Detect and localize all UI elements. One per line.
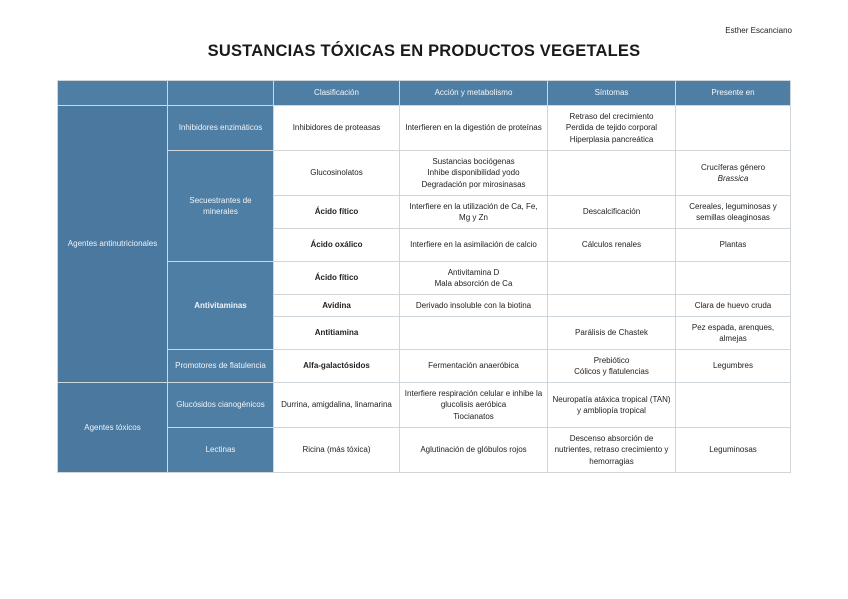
accion-line: Mala absorción de Ca (434, 279, 513, 288)
presente-line: Crucíferas género (700, 162, 766, 172)
accion-line: Derivado insoluble con la biotina (415, 300, 532, 310)
presente-line: Clara de huevo cruda (694, 300, 772, 310)
sintomas-line: Neuropatía atáxica tropical (TAN) y ambliopía tropical (552, 394, 671, 415)
author-name: Esther Escanciano (725, 26, 792, 35)
presente-cell (676, 106, 791, 151)
accion-line: Inhibe disponibilidad yodo (427, 168, 520, 178)
table-row (58, 262, 791, 295)
toxic-substances-table (57, 80, 791, 473)
sintomas-line: Perdida de tejido corporal (565, 123, 658, 133)
sintomas-cell (548, 383, 676, 428)
accion-cell (400, 295, 548, 317)
table-row (58, 106, 791, 151)
clasificacion-cell: Glucosinolatos (274, 151, 400, 196)
sintomas-cell (548, 317, 676, 350)
presente-line: Leguminosas (709, 445, 757, 455)
sintomas-cell (548, 106, 676, 151)
accion-line: Tiocianatos (453, 411, 494, 421)
presente-cell (676, 295, 791, 317)
accion-cell (400, 428, 548, 473)
table-row (58, 350, 791, 383)
accion-line: Fermentación anaeróbica (428, 361, 519, 371)
accion-cell (400, 383, 548, 428)
table-row (58, 428, 791, 473)
sintomas-line: Cálculos renales (581, 240, 642, 250)
header-cell-group (58, 81, 168, 106)
page-title: SUSTANCIAS TÓXICAS EN PRODUCTOS VEGETALES (207, 42, 641, 60)
header-cell-accion: Acción y metabolismo (400, 81, 548, 106)
presente-cell (676, 196, 791, 229)
subgroup-cell-glucosidos: Glucósidos cianogénicos (168, 383, 274, 428)
accion-cell (400, 106, 548, 151)
sintomas-cell (548, 428, 676, 473)
group-cell-toxicos: Agentes tóxicos (58, 383, 168, 473)
sintomas-line: Descenso absorción de nutrientes, retraso crecimiento y hemorragias (554, 433, 669, 466)
clasificacion-cell: Ácido fítico (274, 196, 400, 229)
clasificacion-cell: Alfa-galactósidos (274, 350, 400, 383)
subgroup-cell-antivitaminas: Antivitaminas (168, 262, 274, 350)
accion-cell (400, 317, 548, 350)
sintomas-line: Parálisis de Chastek (575, 328, 648, 338)
presente-italic: Brassica (717, 174, 749, 183)
sintomas-cell (548, 196, 676, 229)
presente-cell (676, 317, 791, 350)
group-cell-antinutricionales: Agentes antinutricionales (58, 106, 168, 383)
sintomas-line: Cólicos y flatulencias (574, 367, 649, 376)
accion-cell (400, 196, 548, 229)
subgroup-cell-promotores: Promotores de flatulencia (168, 350, 274, 383)
sintomas-cell (548, 350, 676, 383)
presente-line: Legumbres (712, 361, 754, 371)
accion-line: Sustancias bociógenas (432, 156, 515, 166)
sintomas-line: Prebiótico (593, 355, 630, 365)
header-cell-sintomas: Síntomas (548, 81, 676, 106)
accion-line: Aglutinación de glóbulos rojos (420, 445, 527, 455)
presente-cell (676, 383, 791, 428)
presente-line: Pez espada, arenques, almejas (691, 322, 775, 343)
presente-cell (676, 350, 791, 383)
sintomas-line: Hiperplasia pancreática (569, 134, 654, 144)
clasificacion-cell: Inhibidores de proteasas (274, 106, 400, 151)
presente-cell (676, 262, 791, 295)
subgroup-cell-inhibidores: Inhibidores enzimáticos (168, 106, 274, 151)
presente-line: Plantas (719, 240, 747, 250)
presente-line: Cereales, leguminosas y semillas oleaginosas (689, 201, 777, 222)
accion-line: Interfiere respiración celular e inhibe la glucolisis aeróbica (404, 388, 543, 410)
clasificacion-cell: Durrina, amigdalina, linamarina (274, 383, 400, 428)
clasificacion-cell: Ácido oxálico (274, 229, 400, 262)
header-cell-presente: Presente en (676, 81, 791, 106)
presente-cell (676, 151, 791, 196)
header-cell-subgroup (168, 81, 274, 106)
presente-cell (676, 428, 791, 473)
sintomas-line: Descalcificación (582, 207, 641, 217)
clasificacion-cell: Antitiamina (274, 317, 400, 350)
accion-cell (400, 151, 548, 196)
subgroup-cell-lectinas: Lectinas (168, 428, 274, 473)
sintomas-cell (548, 262, 676, 295)
clasificacion-cell: Ácido fítico (274, 262, 400, 295)
accion-line: Interfieren en la digestión de proteínas (405, 123, 542, 133)
table-row (58, 151, 791, 196)
accion-line: Interfiere en la utilización de Ca, Fe, Mg y Zn (409, 201, 538, 222)
accion-cell (400, 350, 548, 383)
clasificacion-cell: Avidina (274, 295, 400, 317)
header-cell-clasificacion: Clasificación (274, 81, 400, 106)
sintomas-cell (548, 151, 676, 196)
sintomas-line: Retraso del crecimiento (569, 111, 654, 121)
presente-cell (676, 229, 791, 262)
accion-cell (400, 229, 548, 262)
table-header-row (58, 81, 791, 106)
accion-line: Degradación por mirosinasas (421, 179, 526, 189)
subgroup-cell-secuestrantes: Secuestrantes de minerales (168, 151, 274, 262)
accion-line: Interfiere en la asimilación de calcio (410, 240, 537, 250)
table-row (58, 383, 791, 428)
sintomas-cell (548, 295, 676, 317)
clasificacion-cell: Ricina (más tóxica) (274, 428, 400, 473)
accion-line: Antivitamina D (447, 267, 500, 277)
accion-cell (400, 262, 548, 295)
sintomas-cell (548, 229, 676, 262)
